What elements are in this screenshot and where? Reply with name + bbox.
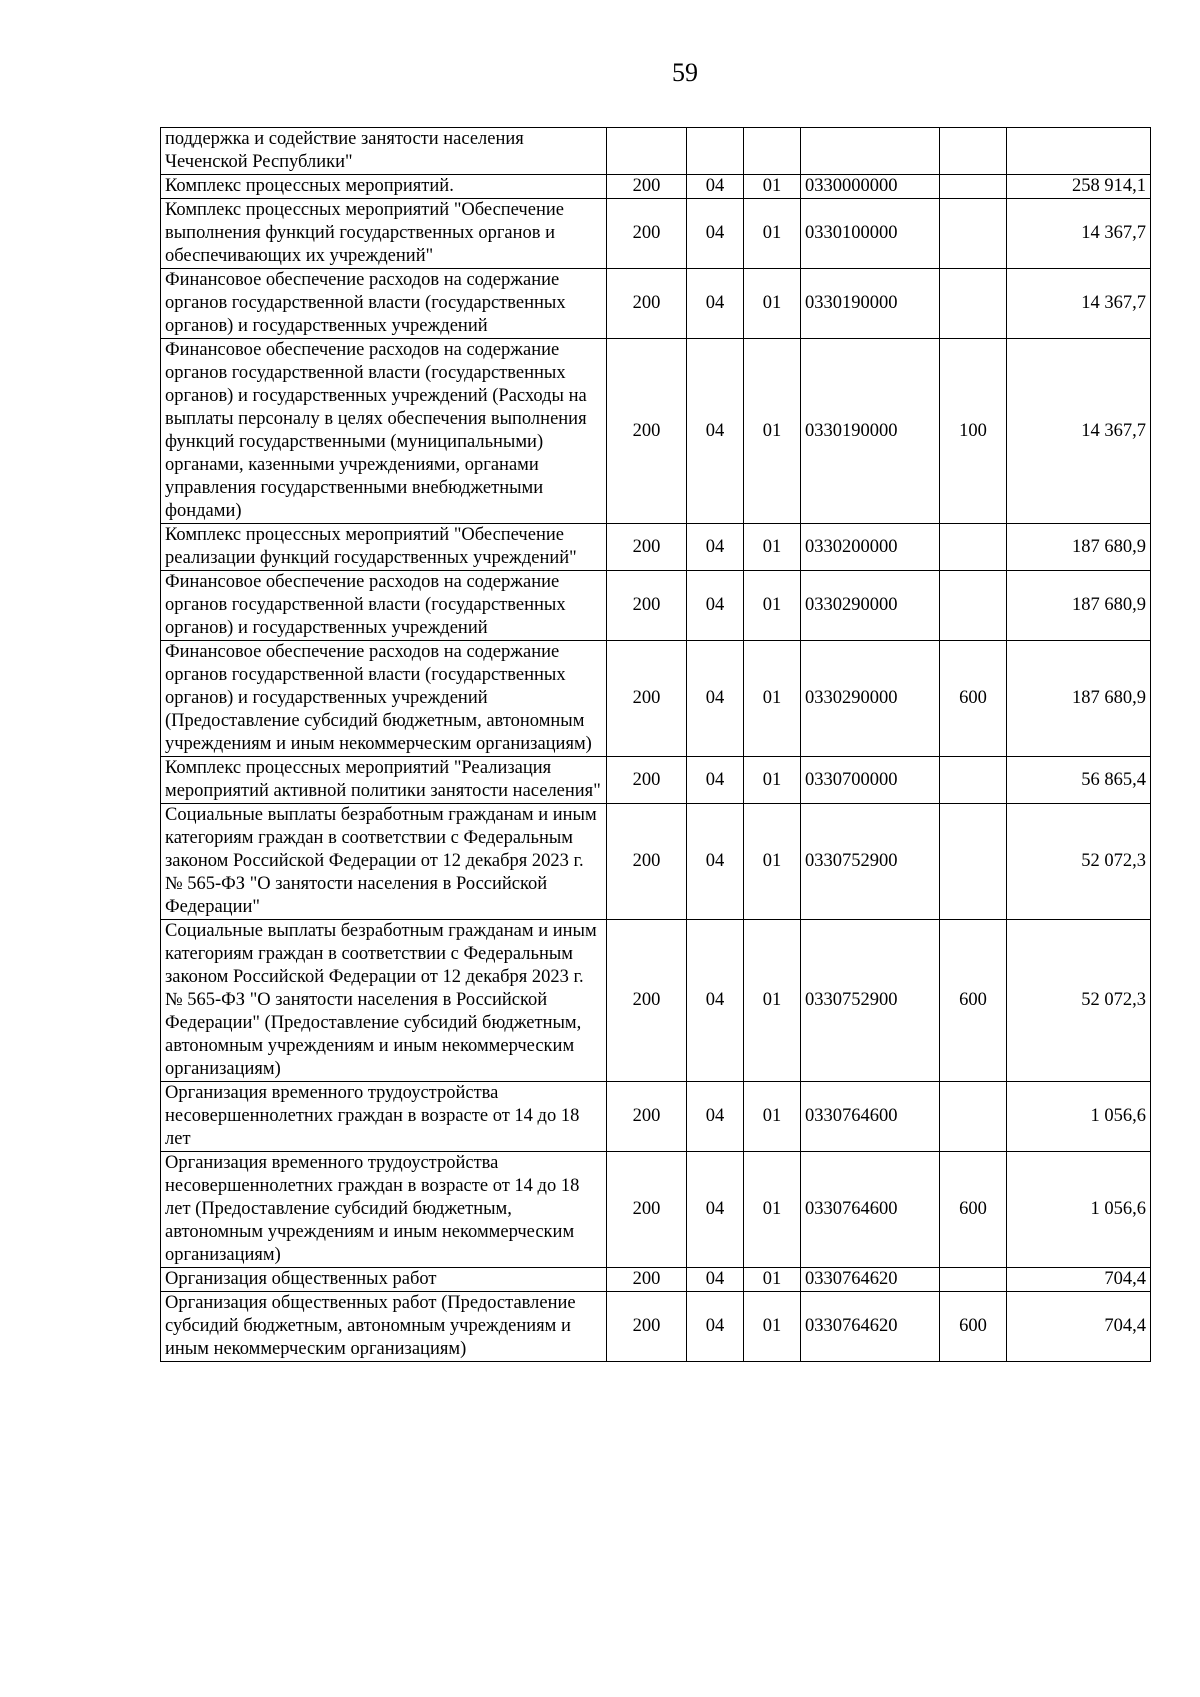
subsection-code-cell: 01 xyxy=(744,804,801,920)
subsection-code-cell: 01 xyxy=(744,524,801,571)
subsection-code-cell: 01 xyxy=(744,269,801,339)
section-code-cell: 04 xyxy=(687,1082,744,1152)
amount-cell: 704,4 xyxy=(1007,1292,1151,1362)
amount-cell: 52 072,3 xyxy=(1007,920,1151,1082)
table-row xyxy=(161,128,1151,175)
table-row xyxy=(161,804,1151,920)
subsection-code-cell: 01 xyxy=(744,175,801,199)
amount-cell: 56 865,4 xyxy=(1007,757,1151,804)
expense-type-cell xyxy=(940,524,1007,571)
expense-type-cell xyxy=(940,571,1007,641)
expense-type-cell xyxy=(940,1082,1007,1152)
target-article-cell: 0330700000 xyxy=(801,757,940,804)
ministry-code-cell: 200 xyxy=(607,339,687,524)
table-row xyxy=(161,641,1151,757)
section-code-cell: 04 xyxy=(687,757,744,804)
target-article-cell: 0330290000 xyxy=(801,571,940,641)
section-code-cell xyxy=(687,128,744,175)
amount-cell: 14 367,7 xyxy=(1007,339,1151,524)
table-row xyxy=(161,524,1151,571)
subsection-code-cell: 01 xyxy=(744,641,801,757)
section-code-cell: 04 xyxy=(687,175,744,199)
item-name-cell: Комплекс процессных мероприятий "Обеспечение реализации функций государственных учреждений" xyxy=(161,524,607,571)
target-article-cell: 0330190000 xyxy=(801,269,940,339)
amount-cell: 52 072,3 xyxy=(1007,804,1151,920)
table-row xyxy=(161,1268,1151,1292)
ministry-code-cell: 200 xyxy=(607,1082,687,1152)
ministry-code-cell: 200 xyxy=(607,571,687,641)
expense-type-cell xyxy=(940,757,1007,804)
item-name-cell: Организация временного трудоустройства несовершеннолетних граждан в возрасте от 14 до 18 лет (Предоставление субсидий бюджетным, автономным учреждениям и иным некоммерческим организациям) xyxy=(161,1152,607,1268)
ministry-code-cell xyxy=(607,128,687,175)
table-row xyxy=(161,1082,1151,1152)
subsection-code-cell: 01 xyxy=(744,1152,801,1268)
expense-type-cell: 600 xyxy=(940,920,1007,1082)
budget-table xyxy=(160,127,1151,1362)
subsection-code-cell: 01 xyxy=(744,920,801,1082)
amount-cell xyxy=(1007,128,1151,175)
subsection-code-cell xyxy=(744,128,801,175)
item-name-cell: Финансовое обеспечение расходов на содержание органов государственной власти (государственных органов) и государственных учреждений xyxy=(161,269,607,339)
amount-cell: 258 914,1 xyxy=(1007,175,1151,199)
target-article-cell: 0330100000 xyxy=(801,199,940,269)
expense-type-cell xyxy=(940,269,1007,339)
ministry-code-cell: 200 xyxy=(607,1268,687,1292)
item-name-cell: Финансовое обеспечение расходов на содержание органов государственной власти (государственных органов) и государственных учреждений xyxy=(161,571,607,641)
section-code-cell: 04 xyxy=(687,199,744,269)
item-name-cell: Комплекс процессных мероприятий. xyxy=(161,175,607,199)
section-code-cell: 04 xyxy=(687,920,744,1082)
item-name-cell: Финансовое обеспечение расходов на содержание органов государственной власти (государственных органов) и государственных учреждений (Расходы на выплаты персоналу в целях обеспечения выполнения функций государственными (муниципальными) органами, казенными учреждениями, органами управления государственными внебюджетными фондами) xyxy=(161,339,607,524)
ministry-code-cell: 200 xyxy=(607,757,687,804)
item-name-cell: Организация общественных работ (Предоставление субсидий бюджетным, автономным учреждениям и иным некоммерческим организациям) xyxy=(161,1292,607,1362)
amount-cell: 1 056,6 xyxy=(1007,1082,1151,1152)
target-article-cell: 0330764620 xyxy=(801,1292,940,1362)
ministry-code-cell: 200 xyxy=(607,920,687,1082)
item-name-cell: Социальные выплаты безработным гражданам и иным категориям граждан в соответствии с Федеральным законом Российской Федерации от 12 декабря 2023 г. № 565-ФЗ "О занятости населения в Российской Федерации" xyxy=(161,804,607,920)
expense-type-cell: 600 xyxy=(940,641,1007,757)
expense-type-cell: 600 xyxy=(940,1292,1007,1362)
target-article-cell: 0330200000 xyxy=(801,524,940,571)
amount-cell: 14 367,7 xyxy=(1007,199,1151,269)
table-row xyxy=(161,1292,1151,1362)
subsection-code-cell: 01 xyxy=(744,571,801,641)
table-row xyxy=(161,175,1151,199)
target-article-cell: 0330000000 xyxy=(801,175,940,199)
expense-type-cell: 600 xyxy=(940,1152,1007,1268)
target-article-cell: 0330764620 xyxy=(801,1268,940,1292)
ministry-code-cell: 200 xyxy=(607,804,687,920)
table-row xyxy=(161,199,1151,269)
table-row xyxy=(161,269,1151,339)
ministry-code-cell: 200 xyxy=(607,1292,687,1362)
section-code-cell: 04 xyxy=(687,524,744,571)
table-row xyxy=(161,339,1151,524)
ministry-code-cell: 200 xyxy=(607,199,687,269)
amount-cell: 14 367,7 xyxy=(1007,269,1151,339)
item-name-cell: Комплекс процессных мероприятий "Реализация мероприятий активной политики занятости населения" xyxy=(161,757,607,804)
amount-cell: 704,4 xyxy=(1007,1268,1151,1292)
ministry-code-cell: 200 xyxy=(607,524,687,571)
section-code-cell: 04 xyxy=(687,339,744,524)
subsection-code-cell: 01 xyxy=(744,1082,801,1152)
table-row xyxy=(161,757,1151,804)
target-article-cell: 0330764600 xyxy=(801,1082,940,1152)
expense-type-cell xyxy=(940,804,1007,920)
target-article-cell: 0330764600 xyxy=(801,1152,940,1268)
subsection-code-cell: 01 xyxy=(744,1268,801,1292)
expense-type-cell: 100 xyxy=(940,339,1007,524)
section-code-cell: 04 xyxy=(687,1292,744,1362)
ministry-code-cell: 200 xyxy=(607,1152,687,1268)
amount-cell: 187 680,9 xyxy=(1007,524,1151,571)
item-name-cell: Финансовое обеспечение расходов на содержание органов государственной власти (государственных органов) и государственных учреждений (Предоставление субсидий бюджетным, автономным учреждениям и иным некоммерческим организациям) xyxy=(161,641,607,757)
expense-type-cell xyxy=(940,1268,1007,1292)
target-article-cell: 0330290000 xyxy=(801,641,940,757)
amount-cell: 187 680,9 xyxy=(1007,571,1151,641)
item-name-cell: Комплекс процессных мероприятий "Обеспечение выполнения функций государственных органов и обеспечивающих их учреждений" xyxy=(161,199,607,269)
page-number: 59 xyxy=(672,58,698,87)
section-code-cell: 04 xyxy=(687,1152,744,1268)
subsection-code-cell: 01 xyxy=(744,339,801,524)
table-row xyxy=(161,920,1151,1082)
subsection-code-cell: 01 xyxy=(744,199,801,269)
table-row xyxy=(161,571,1151,641)
expense-type-cell xyxy=(940,128,1007,175)
subsection-code-cell: 01 xyxy=(744,757,801,804)
target-article-cell xyxy=(801,128,940,175)
amount-cell: 187 680,9 xyxy=(1007,641,1151,757)
subsection-code-cell: 01 xyxy=(744,1292,801,1362)
section-code-cell: 04 xyxy=(687,641,744,757)
ministry-code-cell: 200 xyxy=(607,641,687,757)
target-article-cell: 0330190000 xyxy=(801,339,940,524)
section-code-cell: 04 xyxy=(687,804,744,920)
item-name-cell: поддержка и содействие занятости населения Чеченской Республики" xyxy=(161,128,607,175)
item-name-cell: Организация временного трудоустройства несовершеннолетних граждан в возрасте от 14 до 18 лет xyxy=(161,1082,607,1152)
section-code-cell: 04 xyxy=(687,1268,744,1292)
section-code-cell: 04 xyxy=(687,571,744,641)
amount-cell: 1 056,6 xyxy=(1007,1152,1151,1268)
table-row xyxy=(161,1152,1151,1268)
item-name-cell: Организация общественных работ xyxy=(161,1268,607,1292)
ministry-code-cell: 200 xyxy=(607,269,687,339)
ministry-code-cell: 200 xyxy=(607,175,687,199)
expense-type-cell xyxy=(940,199,1007,269)
expense-type-cell xyxy=(940,175,1007,199)
section-code-cell: 04 xyxy=(687,269,744,339)
item-name-cell: Социальные выплаты безработным гражданам и иным категориям граждан в соответствии с Федеральным законом Российской Федерации от 12 декабря 2023 г. № 565-ФЗ "О занятости населения в Российской Федерации" (Предоставление субсидий бюджетным, автономным учреждениям и иным некоммерческим организациям) xyxy=(161,920,607,1082)
target-article-cell: 0330752900 xyxy=(801,920,940,1082)
target-article-cell: 0330752900 xyxy=(801,804,940,920)
